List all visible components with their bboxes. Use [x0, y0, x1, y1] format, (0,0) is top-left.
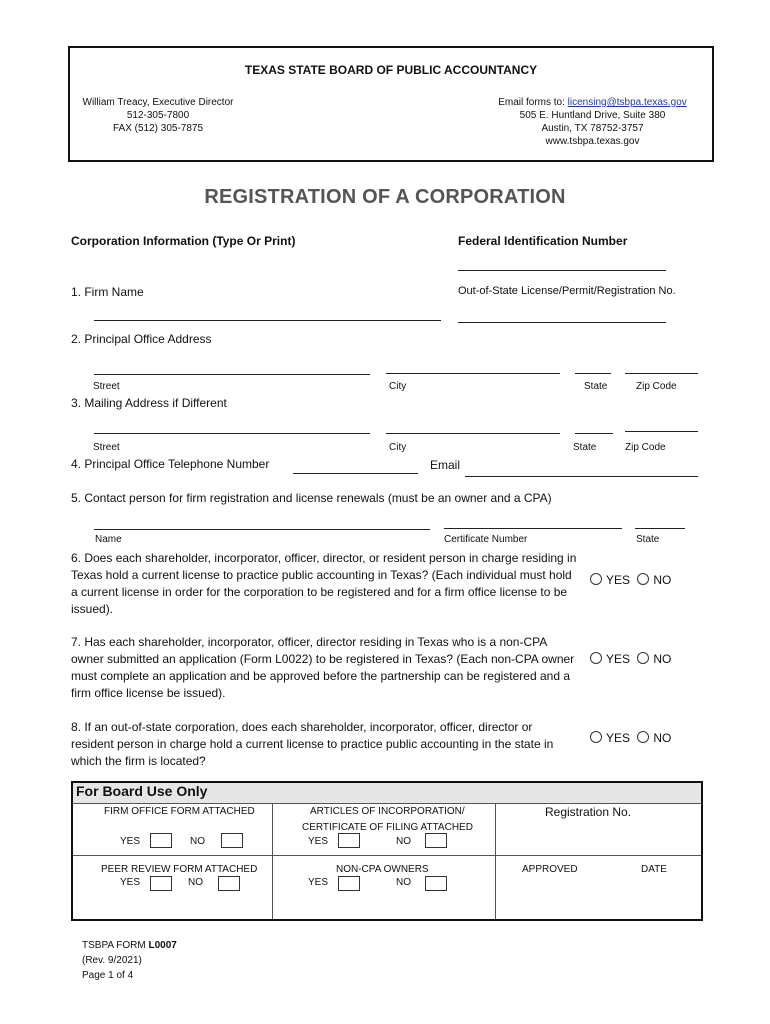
peer-review-label: PEER REVIEW FORM ATTACHED	[101, 864, 258, 875]
articles-yes-checkbox[interactable]	[338, 833, 360, 848]
question-7: 7. Has each shareholder, incorporator, officer, director residing in Texas who is a non-CPA owner submitted an application (Form L0022) to be registered in Texas? (Each non-CPA owner must complete an application and be approved before the partnership can be registered and a firm office license be issued).	[71, 635, 575, 700]
principal-office-label: 2. Principal Office Address	[71, 332, 212, 346]
corp-info-heading: Corporation Information (Type Or Print)	[71, 234, 296, 248]
oos-license-field[interactable]	[458, 322, 666, 323]
email-field[interactable]	[465, 476, 698, 477]
footer	[82, 938, 177, 983]
articles-yes-label: YES	[308, 836, 329, 847]
registration-no-label: Registration No.	[545, 805, 632, 819]
telephone-field[interactable]	[293, 473, 418, 474]
mailing-city-field[interactable]	[386, 433, 560, 434]
website[interactable]: www.tsbpa.texas.gov	[545, 136, 640, 147]
telephone-label: 4. Principal Office Telephone Number	[71, 457, 270, 471]
approved-label: APPROVED	[522, 864, 578, 875]
divider	[272, 804, 273, 919]
non-cpa-no-label: NO	[396, 877, 411, 888]
peer-review-no-label: NO	[188, 877, 203, 888]
q7-yes-radio[interactable]	[590, 652, 602, 664]
firm-office-no-checkbox[interactable]	[221, 833, 243, 848]
mailing-zip-field[interactable]	[625, 431, 698, 432]
peer-review-yes-label: YES	[120, 877, 141, 888]
street-caption: Street	[93, 442, 120, 453]
state-caption: State	[584, 381, 608, 392]
articles-no-label: NO	[396, 836, 411, 847]
no-label: NO	[653, 731, 672, 745]
oos-license-label: Out-of-State License/Permit/Registration No.	[458, 285, 676, 297]
firm-office-label: FIRM OFFICE FORM ATTACHED	[104, 806, 255, 817]
peer-review-no-checkbox[interactable]	[218, 876, 240, 891]
q8-yes-radio[interactable]	[590, 731, 602, 743]
firm-office-no-label: NO	[190, 836, 205, 847]
mailing-address-label: 3. Mailing Address if Different	[71, 396, 227, 410]
form-title: REGISTRATION OF A CORPORATION	[204, 186, 566, 208]
org-name: TEXAS STATE BOARD OF PUBLIC ACCOUNTANCY	[244, 63, 538, 77]
firm-name-field[interactable]	[94, 320, 441, 321]
zip-caption: Zip Code	[625, 442, 666, 453]
date-label: DATE	[641, 864, 667, 875]
question-6: 6. Does each shareholder, incorporator, officer, director, or resident person in charge residing in Texas hold a current license to practice public accounting in Texas? (Each individual must hold a current license in order for the corporation to be registered and for a firm office license to be issued).	[71, 551, 577, 616]
principal-street-field[interactable]	[94, 374, 370, 375]
contact-person-label: 5. Contact person for firm registration and license renewals (must be an owner and a CPA)	[71, 491, 552, 505]
revision: (Rev. 9/2021)	[82, 955, 142, 966]
q6-yes-radio[interactable]	[590, 573, 602, 585]
email-link[interactable]: licensing@tsbpa.texas.gov	[567, 97, 687, 108]
principal-zip-field[interactable]	[625, 373, 698, 374]
articles-label-1: ARTICLES OF INCORPORATION/	[310, 806, 465, 817]
address-line1: 505 E. Huntland Drive, Suite 380	[519, 110, 666, 121]
q6-options	[590, 573, 671, 587]
q7-no-radio[interactable]	[637, 652, 649, 664]
contact-state-field[interactable]	[635, 528, 685, 529]
non-cpa-no-checkbox[interactable]	[425, 876, 447, 891]
firm-name-label: 1. Firm Name	[71, 285, 144, 299]
principal-city-field[interactable]	[386, 373, 560, 374]
mailing-state-field[interactable]	[575, 433, 613, 434]
city-caption: City	[389, 381, 407, 392]
contact-block	[490, 96, 695, 148]
address-line2: Austin, TX 78752-3757	[541, 123, 644, 134]
principal-state-field[interactable]	[575, 373, 611, 374]
q8-no-radio[interactable]	[637, 731, 649, 743]
q8-options	[590, 731, 671, 745]
contact-name-field[interactable]	[94, 529, 430, 530]
yes-label: YES	[606, 652, 631, 666]
form-code: L0007	[148, 940, 177, 951]
fein-field[interactable]	[458, 270, 666, 271]
non-cpa-yes-label: YES	[308, 877, 329, 888]
state-caption: State	[573, 442, 597, 453]
firm-office-yes-label: YES	[120, 836, 141, 847]
no-label: NO	[653, 573, 672, 587]
email-label: Email forms to:	[498, 97, 568, 108]
mailing-street-field[interactable]	[94, 433, 370, 434]
peer-review-yes-checkbox[interactable]	[150, 876, 172, 891]
yes-label: YES	[606, 731, 631, 745]
board-use-heading: For Board Use Only	[76, 783, 208, 799]
director-fax: FAX (512) 305-7875	[112, 123, 204, 134]
director-phone: 512-305-7800	[126, 110, 190, 121]
q6-no-radio[interactable]	[637, 573, 649, 585]
state-caption: State	[636, 534, 660, 545]
no-label: NO	[653, 652, 672, 666]
divider	[495, 804, 496, 919]
certificate-caption: Certificate Number	[444, 534, 528, 545]
page-number: Page 1 of 4	[82, 970, 134, 981]
director-name: William Treacy, Executive Director	[82, 97, 234, 108]
non-cpa-yes-checkbox[interactable]	[338, 876, 360, 891]
non-cpa-label: NON-CPA OWNERS	[336, 864, 429, 875]
firm-office-yes-checkbox[interactable]	[150, 833, 172, 848]
question-8: 8. If an out-of-state corporation, does each shareholder, incorporator, officer, director or resident person in charge hold a current license to practice public accounting in the state in which the firm is located?	[71, 720, 554, 768]
q7-options	[590, 652, 671, 666]
fein-heading: Federal Identification Number	[458, 234, 628, 248]
yes-label: YES	[606, 573, 631, 587]
name-caption: Name	[95, 534, 122, 545]
email-label: Email	[430, 458, 461, 472]
director-block	[78, 96, 238, 135]
divider	[73, 855, 701, 856]
articles-no-checkbox[interactable]	[425, 833, 447, 848]
form-prefix: TSBPA FORM	[82, 940, 149, 951]
city-caption: City	[389, 442, 407, 453]
street-caption: Street	[93, 381, 120, 392]
form-number	[82, 938, 177, 953]
articles-label-2: CERTIFICATE OF FILING ATTACHED	[302, 822, 473, 833]
zip-caption: Zip Code	[636, 381, 677, 392]
certificate-number-field[interactable]	[444, 528, 622, 529]
